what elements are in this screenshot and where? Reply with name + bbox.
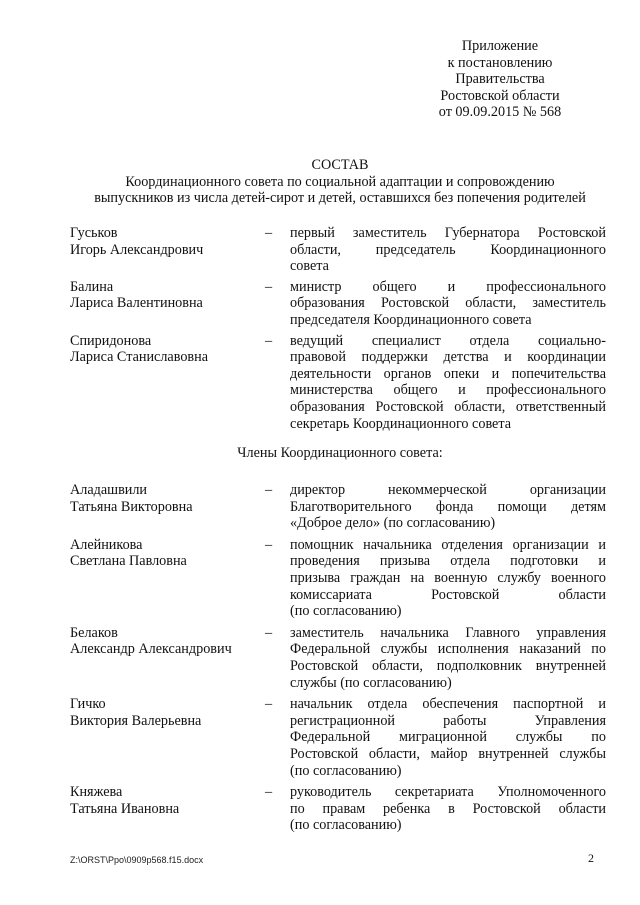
person-given-names: Александр Александрович	[70, 641, 232, 658]
role-line: Благотворительного фонда помощи детям	[290, 498, 606, 515]
role-line: ведущий специалист отдела социально-	[290, 332, 606, 349]
dash-separator: –	[265, 278, 273, 295]
dash-separator: –	[265, 696, 273, 713]
person-name	[70, 537, 265, 620]
person-surname: Гуськов	[70, 225, 118, 241]
dash-separator: –	[265, 332, 273, 349]
person-row	[70, 279, 606, 329]
dash-separator: –	[265, 784, 273, 801]
role-line: министр общего и профессионального	[290, 278, 606, 295]
role-line: Ростовской области, подполковник внутренней	[290, 657, 606, 674]
role-line: регистрационной работы Управления	[290, 712, 606, 729]
role-line: образования Ростовской области, заместитель	[290, 295, 606, 312]
title-heading: СОСТАВ	[311, 157, 369, 173]
role-line: Федеральной службы исполнения наказаний по	[290, 641, 606, 658]
role-line: директор некоммерческой организации	[290, 482, 606, 498]
role-line: начальник отдела обеспечения паспортной и	[290, 696, 606, 713]
person-surname: Балина	[70, 278, 114, 295]
person-given-names: Лариса Валентиновна	[70, 295, 203, 312]
appendix-line: Приложение	[461, 38, 539, 54]
role-line: руководитель секретариата Уполномоченного	[290, 784, 606, 801]
dash-separator: –	[265, 624, 273, 641]
role-line: (по согласованию)	[290, 762, 402, 779]
appendix-line: Ростовской области	[440, 87, 560, 104]
person-given-names: Лариса Станиславовна	[70, 349, 209, 366]
appendix-line: к постановлению	[447, 54, 553, 71]
role-line: (по согласованию)	[290, 603, 402, 620]
person-row	[70, 784, 606, 834]
role-line: министерства общего и профессионального	[290, 382, 606, 399]
person-given-names: Игорь Александрович	[70, 241, 204, 258]
person-role	[290, 625, 606, 691]
role-line: помощник начальника отделения организации и	[290, 536, 606, 553]
role-line: (по согласованию)	[290, 817, 402, 834]
leadership-list	[70, 225, 606, 432]
person-role	[290, 225, 606, 275]
person-role	[290, 482, 606, 532]
role-line: первый заместитель Губернатора Ростовской	[290, 225, 606, 241]
person-name	[70, 225, 265, 275]
person-name	[70, 784, 265, 834]
person-role	[290, 279, 606, 329]
person-name	[70, 279, 265, 329]
dash-separator: –	[265, 482, 273, 498]
dash-separator: –	[265, 536, 273, 553]
role-line: призыва граждан на военную службу военного	[290, 569, 606, 586]
role-line: Ростовской области, майор внутренней службы	[290, 745, 606, 762]
file-path-footer: Z:\ORST\Ppo\0909p568.f15.docx	[70, 855, 204, 865]
person-name	[70, 482, 265, 532]
person-name	[70, 625, 265, 691]
role-line: секретарь Координационного совета	[290, 415, 512, 432]
role-line: области, председатель Координационного	[290, 241, 606, 258]
person-surname: Княжева	[70, 784, 123, 801]
person-given-names: Светлана Павловна	[70, 553, 187, 570]
dash-separator: –	[265, 225, 273, 241]
role-line: комиссариата Ростовской области	[290, 586, 606, 603]
document-title	[70, 157, 610, 207]
role-line: проведения призыва отдела подготовки и	[290, 553, 606, 570]
page-number: 2	[588, 851, 594, 865]
person-surname: Белаков	[70, 624, 118, 641]
appendix-block	[400, 38, 600, 121]
person-surname: Спиридонова	[70, 332, 152, 349]
appendix-line: Правительства	[455, 71, 545, 88]
role-line: «Доброе дело» (по согласованию)	[290, 515, 496, 532]
person-name	[70, 696, 265, 779]
role-line: правовой поддержки детства и координации	[290, 349, 606, 366]
person-row	[70, 537, 606, 620]
person-surname: Гичко	[70, 696, 106, 713]
person-row	[70, 333, 606, 433]
role-line: председателя Координационного совета	[290, 311, 532, 328]
role-line: заместитель начальника Главного управления	[290, 624, 606, 641]
person-row	[70, 625, 606, 691]
role-line: по правам ребенка в Ростовской области	[290, 800, 606, 817]
members-heading: Члены Координационного совета:	[237, 445, 443, 461]
role-line: образования Ростовской области, ответственный	[290, 398, 606, 415]
person-role	[290, 696, 606, 779]
role-line: службы (по согласованию)	[290, 674, 452, 691]
person-role	[290, 784, 606, 834]
title-line-1: Координационного совета по социальной адаптации и сопровождению	[125, 173, 555, 190]
person-surname: Аладашвили	[70, 482, 148, 498]
person-name	[70, 333, 265, 433]
person-given-names: Татьяна Ивановна	[70, 800, 180, 817]
person-given-names: Татьяна Викторовна	[70, 498, 193, 515]
members-list	[70, 482, 606, 834]
person-surname: Алейникова	[70, 536, 143, 553]
role-line: совета	[290, 258, 329, 275]
person-row	[70, 225, 606, 275]
title-line-2: выпускников из числа детей-сирот и детей, оставшихся без попечения родителей	[94, 190, 586, 207]
person-given-names: Виктория Валерьевна	[70, 712, 202, 729]
person-role	[290, 333, 606, 433]
role-line: Федеральной миграционной службы по	[290, 729, 606, 746]
appendix-line: от 09.09.2015 № 568	[438, 104, 562, 121]
person-row	[70, 482, 606, 532]
person-row	[70, 696, 606, 779]
person-role	[290, 537, 606, 620]
role-line: деятельности органов опеки и попечительства	[290, 365, 606, 382]
